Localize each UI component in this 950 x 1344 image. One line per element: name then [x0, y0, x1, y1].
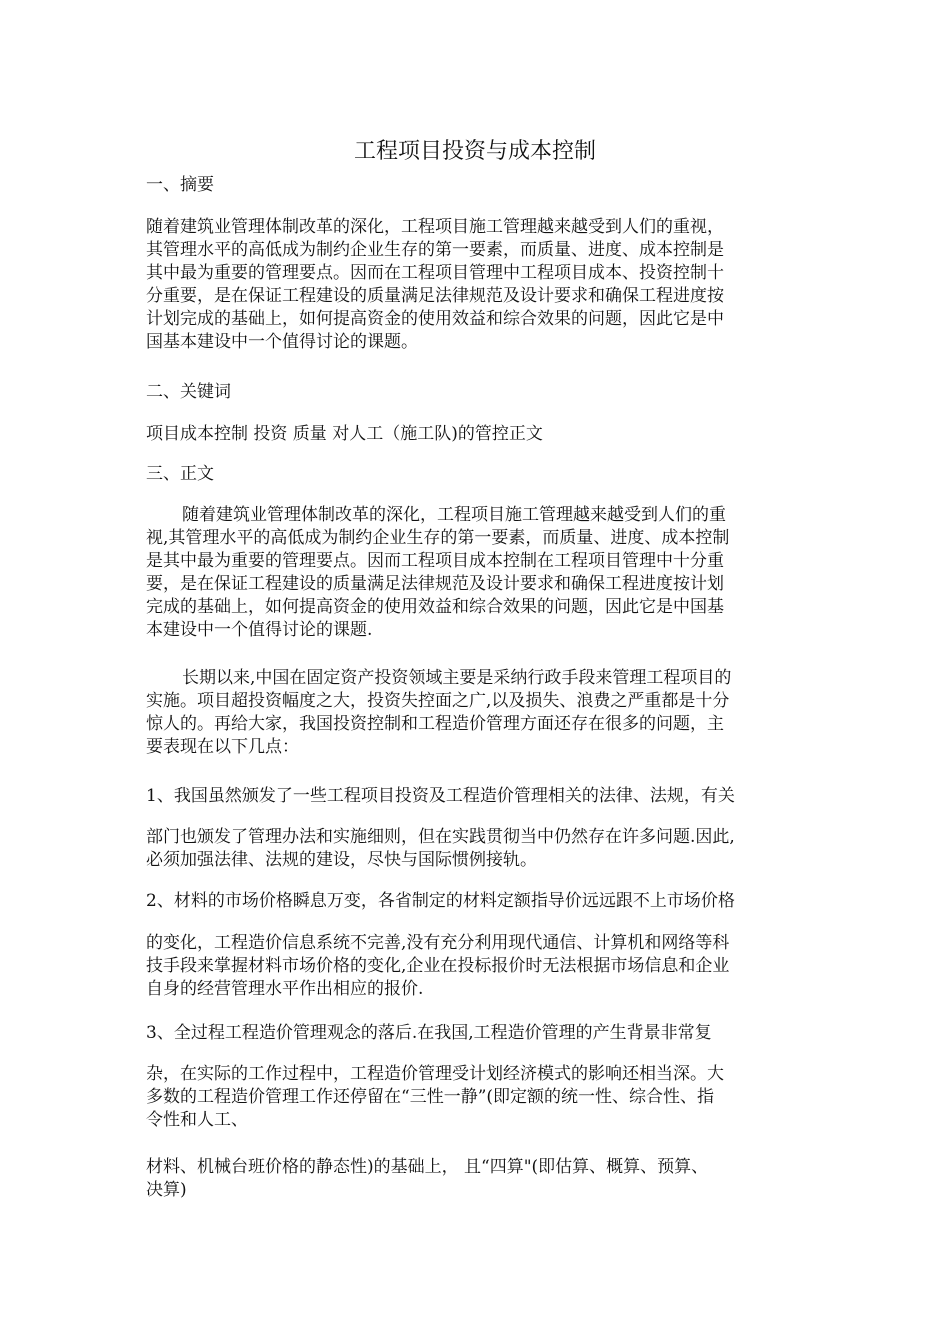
body-heading-text: 三、正文	[146, 464, 214, 484]
text-line: 技手段来掌握材料市场价格的变化,企业在投标报价时无法根据市场信息和企业	[146, 956, 730, 976]
text-line: 令性和人工、	[146, 1110, 248, 1130]
text-line: 多数的工程造价管理工作还停留在“三性一静”(即定额的统一性、综合性、指	[146, 1087, 715, 1107]
text-line: 材料、机械台班价格的静态性)的基础上， 且“四算"(即估算、概算、预算、	[146, 1157, 709, 1177]
body-paragraph-1	[146, 504, 810, 642]
text-line: 完成的基础上，如何提高资金的使用效益和综合效果的问题，因此它是中国基	[146, 597, 724, 617]
point-3-continuation	[146, 1063, 810, 1132]
text-line: 3、全过程工程造价管理观念的落后.在我国,工程造价管理的产生背景非常复	[146, 1023, 712, 1043]
text-line: 长期以来,中国在固定资产投资领域主要是采纳行政手段来管理工程项目的	[182, 668, 732, 688]
point-2-first-line	[146, 890, 810, 913]
text-line: 杂，在实际的工作过程中，工程造价管理受计划经济模式的影响还相当深。大	[146, 1064, 724, 1084]
text-line: 是其中最为重要的管理要点。因而工程项目成本控制在工程项目管理中十分重	[146, 551, 724, 571]
keywords-heading	[146, 381, 810, 404]
text-line: 要表现在以下几点：	[146, 737, 299, 757]
point-2-continuation	[146, 932, 810, 1001]
text-line: 国基本建设中一个值得讨论的课题。	[146, 332, 418, 352]
text-line: 自身的经营管理水平作出相应的报价.	[146, 979, 424, 999]
text-line: 计划完成的基础上，如何提高资金的使用效益和综合效果的问题，因此它是中	[146, 309, 724, 329]
keywords-heading-text: 二、关键词	[146, 382, 231, 402]
abstract-heading-text: 一、摘要	[146, 175, 214, 195]
body-paragraph-2	[146, 667, 810, 759]
point-1-continuation	[146, 826, 810, 872]
text-line: 其管理水平的高低成为制约企业生存的第一要素，而质量、进度、成本控制是	[146, 240, 724, 260]
text-line: 随着建筑业管理体制改革的深化，工程项目施工管理越来越受到人们的重视，	[146, 217, 724, 237]
text-line: 其中最为重要的管理要点。因而在工程项目管理中工程项目成本、投资控制十	[146, 263, 724, 283]
text-line: 本建设中一个值得讨论的课题.	[146, 620, 373, 640]
document-title: 工程项目投资与成本控制	[353, 139, 596, 164]
text-line: 的变化，工程造价信息系统不完善,没有充分利用现代通信、计算机和网络等科	[146, 933, 730, 953]
text-line: 必须加强法律、法规的建设，尽快与国际惯例接轨。	[146, 850, 537, 870]
text-line: 视,其管理水平的高低成为制约企业生存的第一要素，而质量、进度、成本控制	[146, 528, 730, 548]
text-line: 2、材料的市场价格瞬息万变，各省制定的材料定额指导价远远跟不上市场价格	[146, 891, 735, 911]
text-line: 要，是在保证工程建设的质量满足法律规范及设计要求和确保工程进度按计划	[146, 574, 724, 594]
point-1-first-line	[146, 785, 810, 808]
keywords-text	[146, 423, 810, 446]
text-line: 实施。项目超投资幅度之大，投资失控面之广,以及损失、浪费之严重都是十分	[146, 691, 730, 711]
text-line: 决算)	[146, 1180, 187, 1200]
point-3-tail	[146, 1156, 810, 1202]
abstract-paragraph	[146, 216, 810, 354]
body-heading	[146, 463, 810, 486]
text-line: 1、我国虽然颁发了一些工程项目投资及工程造价管理相关的法律、法规，有关	[146, 786, 735, 806]
text-line: 惊人的。再给大家，我国投资控制和工程造价管理方面还存在很多的问题，主	[146, 714, 724, 734]
abstract-heading	[146, 174, 810, 197]
text-line: 随着建筑业管理体制改革的深化，工程项目施工管理越来越受到人们的重	[182, 505, 726, 525]
text-line: 部门也颁发了管理办法和实施细则，但在实践贯彻当中仍然存在许多问题.因此,	[146, 827, 735, 847]
text-line: 分重要，是在保证工程建设的质量满足法律规范及设计要求和确保工程进度按	[146, 286, 724, 306]
keywords-line: 项目成本控制 投资 质量 对人工（施工队)的管控正文	[146, 424, 543, 444]
point-3-first-line	[146, 1022, 810, 1045]
